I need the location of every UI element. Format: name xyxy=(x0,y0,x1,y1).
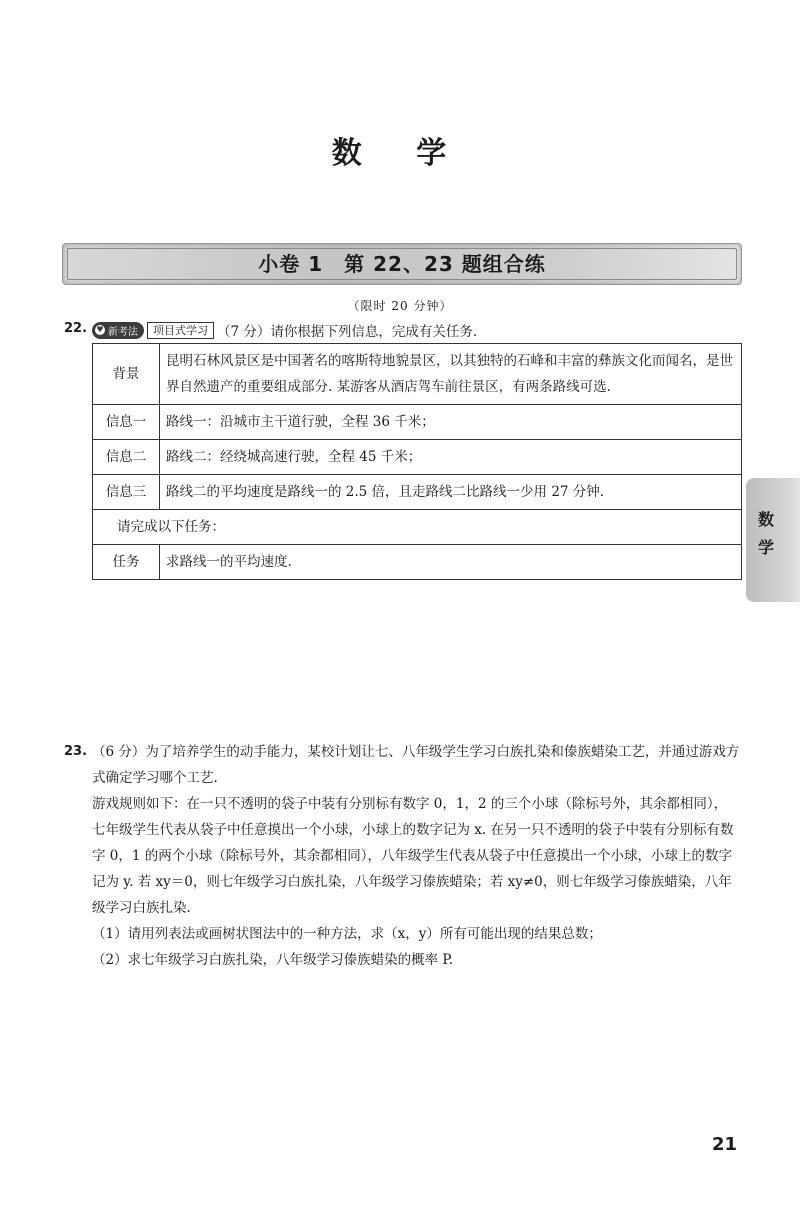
table-row xyxy=(93,440,742,475)
table-row xyxy=(93,344,742,405)
question-23-intro: （6 分）为了培养学生的动手能力，某校计划让七、八年级学生学习白族扎染和傣族蜡染工艺，并通过游戏方式确定学习哪个工艺. xyxy=(92,744,740,786)
banner-title: 小卷 1 第 22、23 题组合练 xyxy=(258,252,546,276)
table-row xyxy=(93,405,742,440)
question-22-number: 22. xyxy=(64,321,88,336)
side-tab-line1: 数 xyxy=(757,510,774,529)
page-number: 21 xyxy=(712,1134,738,1155)
question-22-intro: （7 分）请你根据下列信息，完成有关任务. xyxy=(217,324,478,340)
background-label: 背景 xyxy=(93,344,160,405)
question-23-rules: 游戏规则如下：在一只不透明的袋子中装有分别标有数字 0，1，2 的三个小球（除标号外，其余都相同），七年级学生代表从袋子中任意摸出一个小球，小球上的数字记为 x. 在另一只不透明的袋子中装有分别标有数字 0，1 的两个小球（除标号外，其余都相同），八年级学生代表从袋子中任意摸出一个小球，小球上的数字记为 y. 若 xy＝0，则七年级学习白族扎染，八年级学习傣族蜡染；若 xy≠0，则七年级学习傣族蜡染，八年级学习白族扎染. xyxy=(92,796,734,916)
info-table xyxy=(92,343,742,580)
info1-text: 路线一：沿城市主干道行驶，全程 36 千米； xyxy=(160,405,742,440)
background-text: 昆明石林风景区是中国著名的喀斯特地貌景区，以其独特的石峰和丰富的彝族文化而闻名，是世界自然遗产的重要组成部分. 某游客从酒店驾车前往景区，有两条路线可选. xyxy=(160,344,742,405)
time-limit: （限时 20 分钟） xyxy=(347,299,453,313)
info2-text: 路线二：经绕城高速行驶，全程 45 千米； xyxy=(160,440,742,475)
question-23-number: 23. xyxy=(64,744,88,759)
task-prompt: 请完成以下任务： xyxy=(93,510,742,545)
lightbulb-icon: ♥ xyxy=(96,325,104,334)
task-text: 求路线一的平均速度. xyxy=(160,545,742,580)
info2-label: 信息二 xyxy=(93,440,160,475)
project-learning-tag: 项目式学习 xyxy=(147,322,214,339)
subject-side-tab xyxy=(746,478,800,602)
section-banner xyxy=(62,243,742,285)
new-method-label: 新考法 xyxy=(108,326,138,338)
info1-label: 信息一 xyxy=(93,405,160,440)
info3-text: 路线二的平均速度是路线一的 2.5 倍，且走路线二比路线一少用 27 分钟. xyxy=(160,475,742,510)
question-23-part2: （2）求七年级学习白族扎染，八年级学习傣族蜡染的概率 P. xyxy=(92,952,454,968)
new-method-badge xyxy=(92,322,144,339)
table-row xyxy=(93,510,742,545)
page-title: 数 学 xyxy=(331,136,469,171)
table-row xyxy=(93,545,742,580)
side-tab-label xyxy=(746,506,786,562)
side-tab-line2: 学 xyxy=(757,538,774,557)
question-22-header xyxy=(84,320,477,340)
question-23-part1: （1）请用列表法或画树状图法中的一种方法，求（x，y）所有可能出现的结果总数； xyxy=(92,926,602,942)
table-row xyxy=(93,475,742,510)
info3-label: 信息三 xyxy=(93,475,160,510)
task-label: 任务 xyxy=(93,545,160,580)
